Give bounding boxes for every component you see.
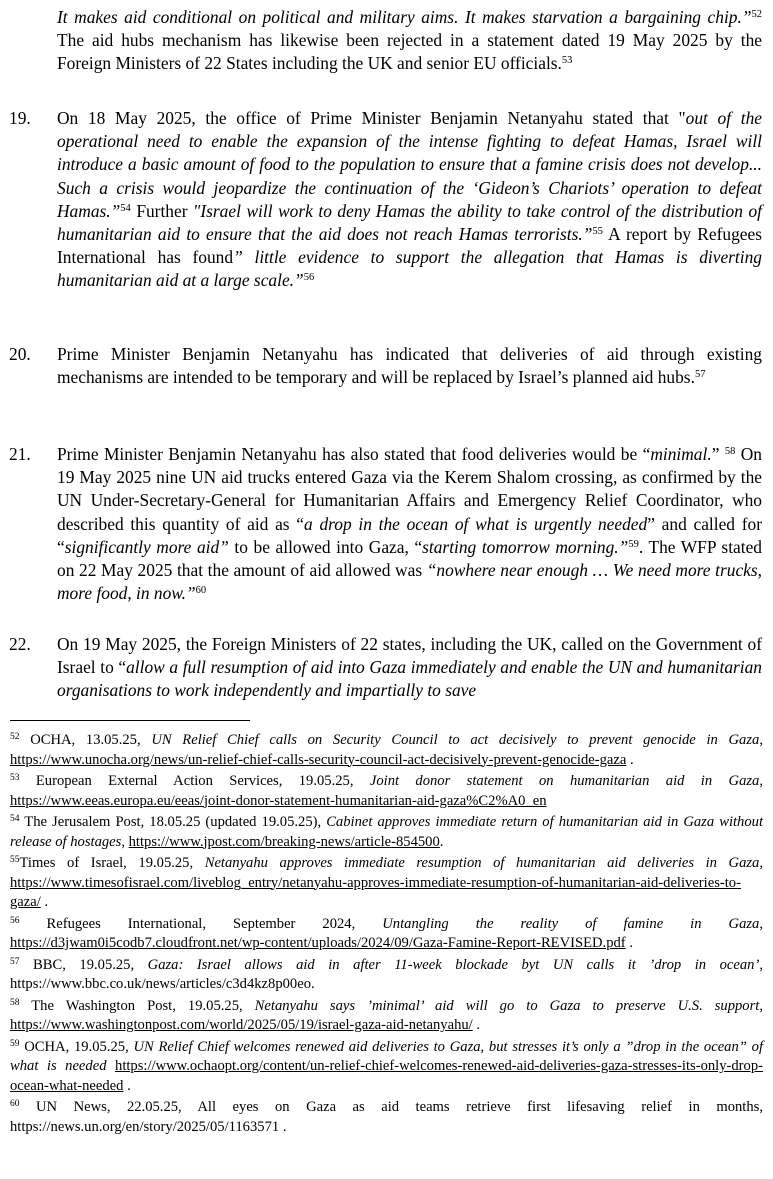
footnote-ref-57[interactable]: 57 [694,369,706,381]
footnote-ref-54[interactable]: 54 [120,202,131,214]
footnote-ref-58[interactable]: 58 [724,446,736,457]
quote-text: ” little evidence to support the allegation that Hamas is diverting humanitarian aid at a large scale.” [57,247,762,291]
footnote-end: . [311,976,315,992]
footnote-end: . [123,1077,131,1094]
footnote-separator-text: , [759,997,763,1014]
footnote-link[interactable]: https://www.bbc.co.uk/news/articles/c3d4kz8p00eo [10,976,311,992]
footnote-number: 53 [10,773,20,783]
footnote-title: Cabinet approves immediate return of humanitarian aid in Gaza without release of hostages [10,814,763,850]
quote-text: out of the operational need to enable the expansion of the intense fighting to defeat Hamas, Israel will introduce a basic amount of food to the population to ensure that a famine crisis does not develop... Such a crisis would jeopardize the continuation of the ‘Gideon’s Chariots’ operation to defeat Hamas.” [57,108,762,221]
paragraph-text: On 19 May 2025, the Foreign Ministers of 22 states, including the UK, called on the Government of Israel to “ [57,634,762,678]
footnote-link[interactable]: https://www.unocha.org/news/un-relief-chief-calls-security-council-act-decisively-prevent-genocide-gaza [10,751,627,768]
footnote-end: . [279,1118,287,1135]
paragraph-text: A report by Refugees International has found [57,224,762,268]
paragraph-text: On 19 May 2025 nine UN aid trucks entered Gaza via the Kerem Shalom crossing, as confirmed by the UN Under-Secretary-General for Humanitarian Affairs and Emergency Relief Coordinator, who described this quantity of aid as “ [57,444,762,534]
quote-text: starting tomorrow morning.” [422,536,629,557]
paragraph-text: . The WFP stated on 22 May 2025 that the amount of aid allowed was [57,536,762,581]
footnote-link[interactable]: https://d3jwam0i5codb7.cloudfront.net/wp-content/uploads/2024/09/Gaza-Famine-Report-REVISED.pdf [10,935,626,951]
footnote-ref-52[interactable]: 52 [751,9,762,20]
paragraph-20 [9,343,762,389]
footnote-ref-56[interactable]: 56 [303,272,315,284]
footnote-end: . [439,833,444,850]
paragraph-text: Further [130,200,194,221]
footnote-title: Netanyahu approves immediate resumption of humanitarian aid deliveries in Gaza, [204,855,764,871]
footnote-separator-text: , [121,833,129,850]
footnote-57 [10,956,763,995]
quote-text: "Israel will work to deny Hamas the ability to take control of the distribution of humanitarian aid to ensure that the aid does not reach Hamas terrorists.” [57,200,762,245]
footnote-end: . [625,935,633,951]
footnote-title: Untangling the reality of famine in Gaza [382,915,760,932]
footnote-number: 57 [10,956,20,967]
footnote-53 [10,772,763,811]
paragraph-text: Prime Minister Benjamin Netanyahu has indicated that deliveries of aid through existing mechanisms are intended to be temporary and will be replaced by Israel’s planned aid hubs. [57,344,762,388]
footnote-ref-60[interactable]: 60 [195,585,207,597]
footnote-source: European External Action Services, 19.05.25, [19,773,370,789]
footnote-title: UN Relief Chief welcomes renewed aid deliveries to Gaza, but stresses it’s only a ”drop in the ocean” of what is needed [10,1038,763,1074]
paragraph-number: 21. [9,444,31,464]
paragraph-21 [9,443,763,605]
footnote-link[interactable]: https://www.timesofisrael.com/liveblog_entry/netanyahu-approves-immediate-resumption-of-humanitarian-aid-deliveries-to-gaza/ [10,874,741,910]
paragraph-text: to be allowed into Gaza, “ [228,536,423,557]
footnote-title: Gaza: Israel allows aid in after 11-week blockade byt UN calls it ’drop in ocean’ [147,956,760,973]
footnote-55 [10,854,763,913]
paragraph-19 [9,107,762,293]
footnote-source: BBC, 19.05.25, [19,956,148,973]
paragraph-18-continuation [57,6,762,76]
footnote-number: 60 [10,1099,20,1109]
footnote-link[interactable]: https://www.jpost.com/breaking-news/article-854500 [128,833,440,850]
footnote-separator-text: , [759,956,763,973]
footnote-separator-text: , [759,732,763,748]
footnote-link[interactable]: https://www.ochaopt.org/content/un-relief-chief-welcomes-renewed-aid-deliveries-gaza-stresses-its-only-drop-ocean-what-needed [10,1058,763,1094]
quote-text: allow a full resumption of aid into Gaza immediately and enable the UN and humanitarian organisations to work independently and impartially to save [57,657,763,701]
paragraph-number: 19. [9,108,31,128]
footnote-source: OCHA, 13.05.25, [19,732,152,748]
footnote-end: . [40,894,49,910]
paragraph-text: ” and called for “ [57,513,763,557]
quote-text: a drop in the ocean of what is urgently needed [304,513,648,534]
footnote-54 [10,813,763,852]
footnote-ref-55[interactable]: 55 [592,226,603,238]
footnote-ref-53[interactable]: 53 [561,55,573,67]
footnote-59 [10,1038,763,1097]
footnote-link[interactable]: https://www.washingtonpost.com/world/2025/05/19/israel-gaza-aid-netanyahu/ [10,1017,473,1033]
footnote-source: Times of Israel, 19.05.25, [19,855,205,871]
footnote-number: 52 [10,732,20,742]
paragraph-22 [9,633,763,703]
quote-text: “nowhere near enough … We need more trucks, more food, in now.” [57,560,762,604]
quote-text: It makes aid conditional on political and military aims. It makes starvation a bargaining chip.” [57,7,752,27]
footnote-separator-text [107,1058,116,1074]
footnote-link[interactable]: https://news.un.org/en/story/2025/05/1163571 [10,1118,280,1135]
footnote-separator-text: , [759,773,764,789]
footnote-source: Refugees International, September 2024, [19,915,383,932]
paragraph-text: The aid hubs mechanism has likewise been rejected in a statement dated 19 May 2025 by the Foreign Ministers of 22 States including the UK and senior EU officials. [57,30,762,74]
footnote-source: UN News, 22.05.25, All eyes on Gaza as aid teams retrieve first lifesaving relief in months, [19,1099,763,1115]
footnote-title: UN Relief Chief calls on Security Council to act decisively to prevent genocide in Gaza [151,732,760,748]
footnote-number: 58 [10,997,20,1008]
footnote-number: 54 [10,814,20,824]
footnote-number: 59 [10,1038,20,1049]
paragraph-number: 20. [9,344,31,364]
footnote-58 [10,997,763,1036]
paragraph-number: 22. [9,634,31,654]
footnote-number: 56 [10,915,20,926]
footnote-title: Joint donor statement on humanitarian aid in Gaza [369,773,760,789]
footnote-separator [10,720,250,721]
paragraph-text: ” [711,444,725,464]
footnote-60 [10,1098,763,1137]
footnote-separator-text: , [759,915,763,932]
footnote-link[interactable]: https://www.eeas.europa.eu/eeas/joint-donor-statement-humanitarian-aid-gaza%C2%A0_en [10,792,547,809]
footnote-number: 55 [10,855,20,865]
quote-text: significantly more aid” [64,536,229,557]
paragraph-text: Prime Minister Benjamin Netanyahu has also stated that food deliveries would be “ [57,444,651,464]
quote-text: minimal. [650,444,712,464]
paragraph-text: On 18 May 2025, the office of Prime Minister Benjamin Netanyahu stated that " [57,108,686,128]
footnote-ref-59[interactable]: 59 [628,538,639,550]
footnote-source: The Jerusalem Post, 18.05.25 (updated 19.05.25), [19,814,327,830]
footnote-source: OCHA, 19.05.25, [19,1038,134,1055]
footnote-52 [10,731,763,770]
footnote-source: The Washington Post, 19.05.25, [19,997,255,1014]
footnote-56 [10,915,763,954]
footnote-end: . [472,1017,481,1033]
footnotes [10,731,763,1139]
footnote-title: Netanyahu says ’minimal’ aid will go to Gaza to preserve U.S. support [254,997,760,1014]
footnote-end: . [626,751,634,768]
